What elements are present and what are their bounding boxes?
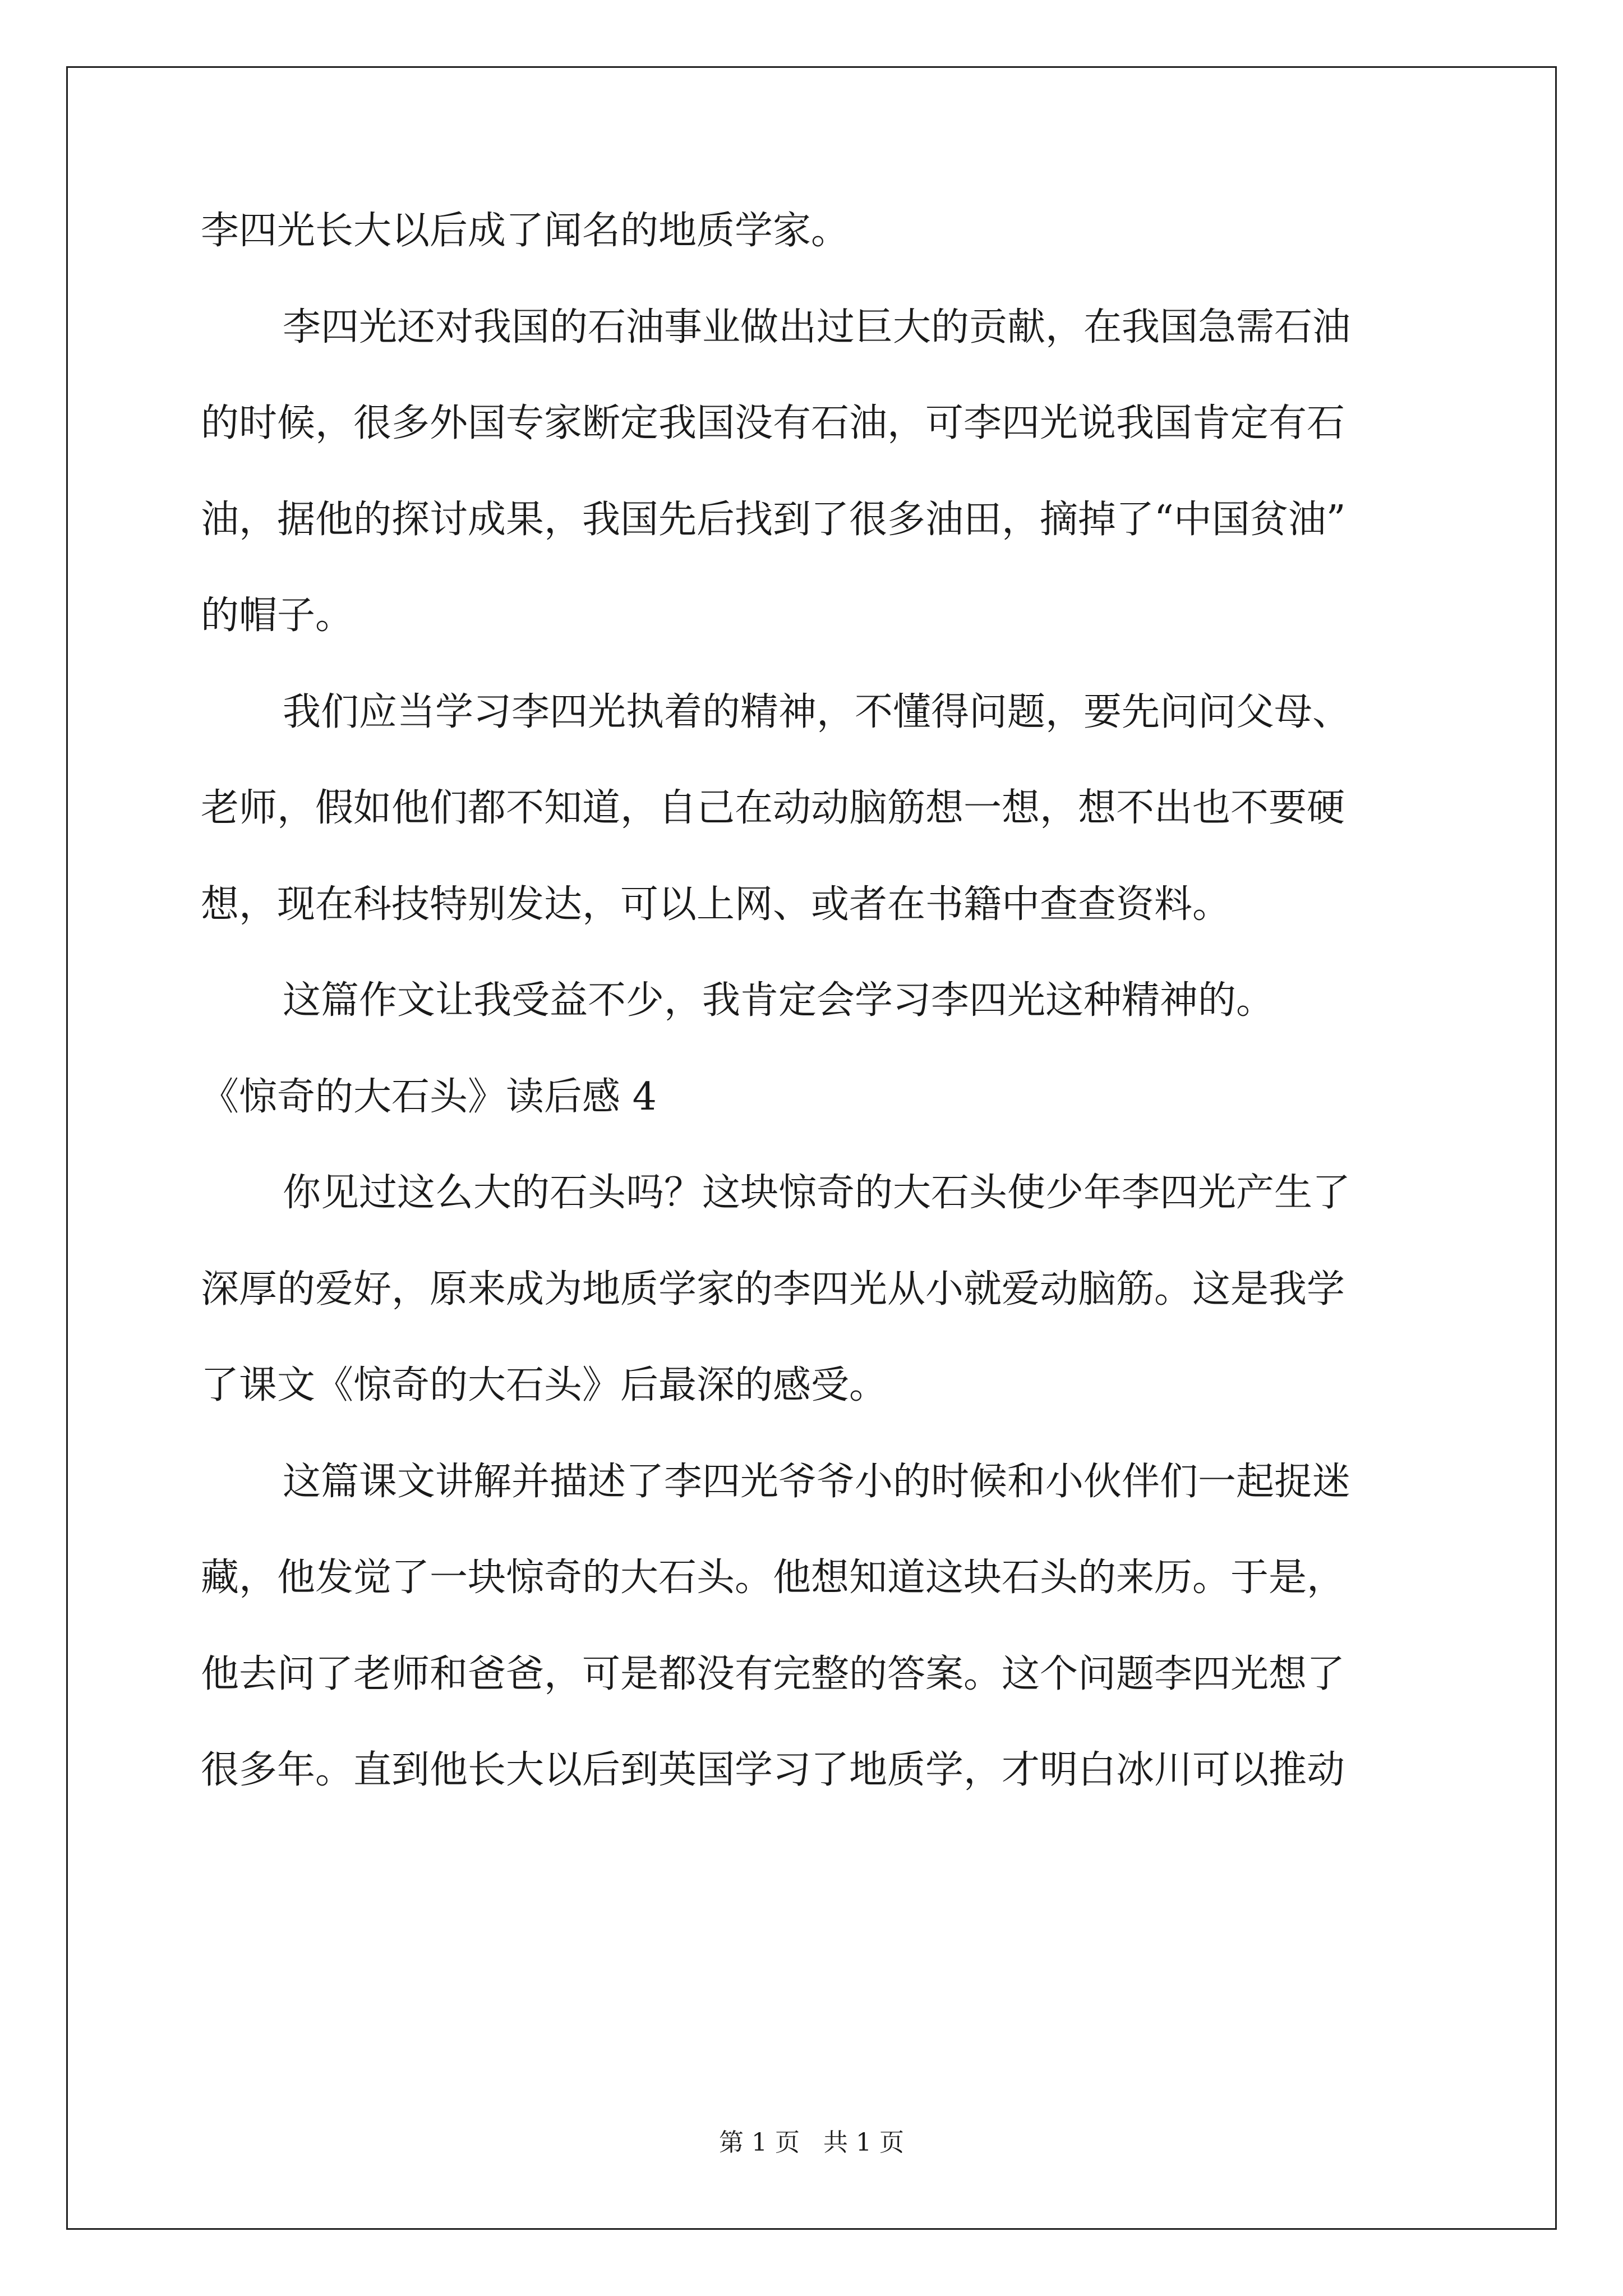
text-line: 藏，他发觉了一块惊奇的大石头。他想知道这块石头的来历。于是， <box>201 1556 1345 1600</box>
text-line: 想，现在科技特别发达，可以上网、或者在书籍中查查资料。 <box>201 882 1231 927</box>
text-line: 你见过这么大的石头吗？这块惊奇的大石头使少年李四光产生了 <box>283 1171 1351 1215</box>
text-line: 他去问了老师和爸爸，可是都没有完整的答案。这个问题李四光想了 <box>201 1652 1345 1696</box>
text-line: 李四光还对我国的石油事业做出过巨大的贡献，在我国急需石油 <box>283 305 1351 349</box>
text-line: 的帽子。 <box>201 593 354 638</box>
text-line: 深厚的爱好，原来成为地质学家的李四光从小就爱动脑筋。这是我学 <box>201 1267 1345 1312</box>
page-border <box>66 66 1557 2230</box>
text-line: 这篇课文讲解并描述了李四光爷爷小的时候和小伙伴们一起捉迷 <box>283 1460 1351 1504</box>
text-line: 老师，假如他们都不知道，自己在动动脑筋想一想，想不出也不要硬 <box>201 786 1345 830</box>
text-line: 的时候，很多外国专家断定我国没有石油，可李四光说我国肯定有石 <box>201 401 1345 445</box>
text-line: 这篇作文让我受益不少，我肯定会学习李四光这种精神的。 <box>283 978 1275 1023</box>
text-line: 油，据他的探讨成果，我国先后找到了很多油田，摘掉了“中国贫油” <box>201 498 1346 542</box>
page-footer: 第 1 页 共 1 页 <box>719 2128 904 2157</box>
text-line: 李四光长大以后成了闻名的地质学家。 <box>201 209 850 253</box>
section-heading: 《惊奇的大石头》读后感 4 <box>201 1075 657 1119</box>
text-line: 了课文《惊奇的大石头》后最深的感受。 <box>201 1363 888 1407</box>
text-line: 很多年。直到他长大以后到英国学习了地质学，才明白冰川可以推动 <box>201 1748 1345 1792</box>
text-line: 我们应当学习李四光执着的精神，不懂得问题，要先问问父母、 <box>283 690 1351 734</box>
